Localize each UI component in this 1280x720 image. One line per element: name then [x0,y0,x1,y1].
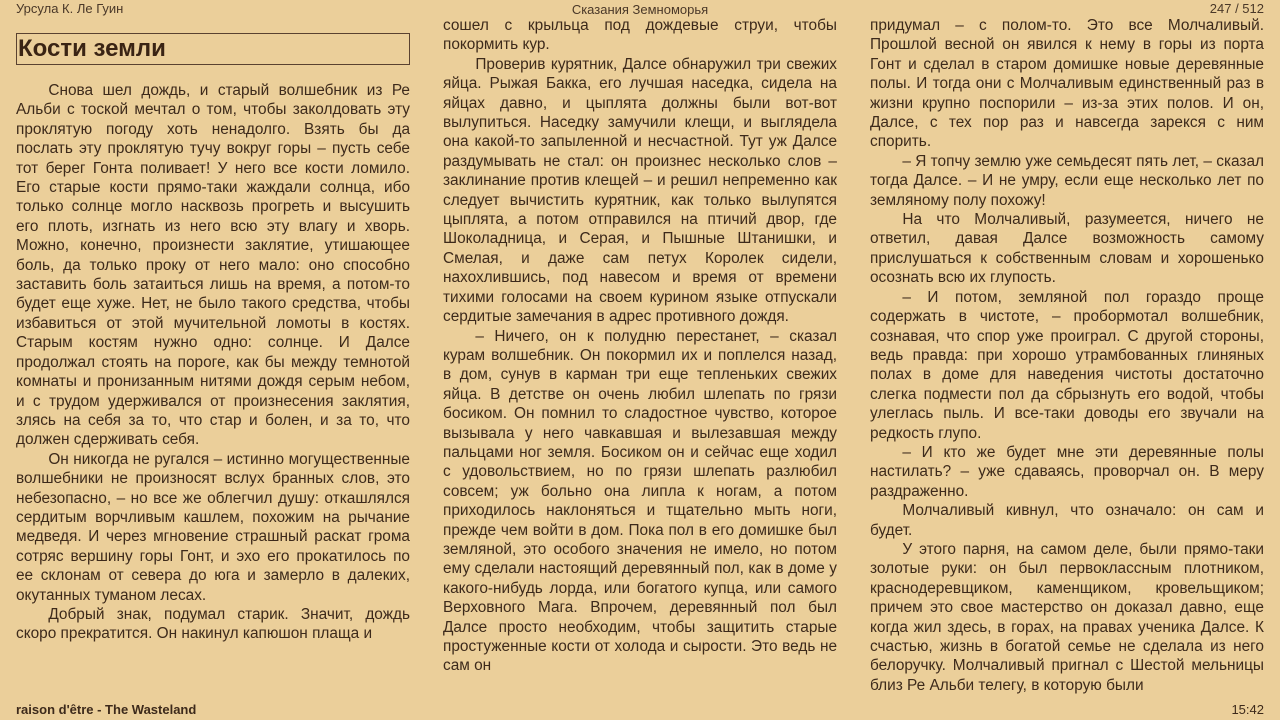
book-title: Сказания Земноморья [571,2,709,17]
paragraph: Добрый знак, подумал старик. Значит, дождь скоро прекратится. Он накинул капюшон плаща и [16,605,410,643]
paragraph: У этого парня, на самом деле, были прямо-таки золотые руки: он был первоклассным плотником, краснодеревщиком, каменщиком, кровельщиком; причем это свое мастерство он доказал давно, еще когда жил здесь, в горах, на правах ученика Далсе. К счастью, жизнь в богатой семье не сделала из него белоручку. Молчаливый пригнал с Шестой мельницы близ Ре Альби телегу, в которую были [870,540,1264,694]
paragraph: – Ничего, он к полудню перестанет, – сказал курам волшебник. Он покормил их и поплелся назад, в дом, сунув в карман три еще тепленьких свежих яйца. В детстве он очень любил шлепать по грязи босиком. Он помнил то сладостное чувство, которое вызывала у него чавкавшая и вылезавшая между пальцами ног земля. Босиком он и сейчас еще ходил с удовольствием, но по грязи шлепать разлюбил совсем; уж больно она липла к ногам, а потом приходилось наклоняться и тщательно мыть ноги, прежде чем войти в дом. Пока пол в его домишке был земляной, это особого значения не имело, но потом ему сделали настоящий деревянный пол, как в доме у какого-нибудь лорда, или богатого купца, или самого Верховного Мага. Впрочем, деревянный пол был Далсе просто необходим, чтобы защитить старые простуженные кости от холода и сырости. Это ведь не сам он [443,327,837,675]
book-author: Урсула К. Ле Гуин [16,1,124,16]
now-playing-track: raison d'être - The Wasteland [16,702,197,717]
paragraph: Снова шел дождь, и старый волшебник из Ре Альби с тоской мечтал о том, чтобы заколдовать эту проклятую погоду хоть ненадолго. Взять бы да послать эту проклятую тучу вокруг горы – пусть себе тот берег Гонта поливает! У него все кости ломило. Его старые кости прямо-таки жаждали солнца, ибо только солнце могло насквозь прогреть и высушить его плоть, изгнать из него всю эту влагу и хворь. Можно, конечно, произнести заклятие, утишающее боль, да только проку от него мало: оно способно заставить боль затаиться лишь на время, а потом-то будет еще хуже. Нет, не было такого средства, чтобы избавиться от этой мучительной ломоты в костях. Старым костям нужно одно: солнце. И Далсе продолжал стоять на пороге, как бы между темнотой комнаты и пронизанным нитями дождя серым небом, и с трудом удерживался от произнесения заклятия, злясь на себя за то, что стар и болен, и за то, что должен сдерживать себя. [16,82,410,449]
paragraph: – Я топчу землю уже семьдесят пять лет, – сказал тогда Далсе. – И не умру, если еще несколько лет по земляному полу похожу! [870,152,1264,209]
paragraph: Молчаливый кивнул, что означало: он сам и будет. [870,502,1264,539]
paragraph: Проверив курятник, Далсе обнаружил три свежих яйца. Рыжая Бакка, его лучшая наседка, сидела на яйцах давно, и цыплята должны были вот-вот вылупиться. Наседку замучили клещи, и выглядела она какой-то запыленной и несчастной. Тут уж Далсе раздумывать не стал: он произнес несколько слов – заклинание против клещей – и решил непременно как следует вычистить курятник, как только вылупятся цыплята, а потом отправился на птичий двор, где Шоколадница, и Серая, и Пышные Штанишки, и Смелая, и даже сам петух Королек сидели, нахохлившись, под навесом и время от времени тихими голосами на своем курином языке отпускали сердитые замечания в адрес противного дождя. [443,55,837,326]
paragraph: Он никогда не ругался – истинно могущественные волшебники не произносят вслух бранных слов, это небезопасно, – но все же облегчил душу: откашлялся сердитым ворчливым кашлем, похожим на рычание медведя. И через мгновение страшный раскат грома сотряс вершину горы Гонт, и эхо его прокатилось по ее склонам от севера до юга и замерло в далеких, окутанных туманом лесах. [16,450,410,604]
paragraph-continued: сошел с крыльца под дождевые струи, чтобы покормить кур. [443,17,837,54]
clock: 15:42 [1231,702,1264,717]
text-column-2[interactable] [443,16,837,676]
text-column-3[interactable] [870,16,1264,695]
paragraph: На что Молчаливый, разумеется, ничего не ответил, давая Далсе возможность самому прислушаться к собственным словам и хорошенько осознать всю их глупость. [870,211,1264,287]
text-column-1[interactable] [16,33,410,644]
paragraph-continued: придумал – с полом-то. Это все Молчаливый. Прошлой весной он явился к нему в горы из порта Гонт и сделал в старом домишке новые деревянные полы. И тогда они с Молчаливым единственный раз в жизни крупно поспорили – из-за этих полов. И он, Далсе, с тех пор раз и навсегда зарекся с ним спорить. [870,17,1264,151]
paragraph: – И кто же будет мне эти деревянные полы настилать? – уже сдаваясь, проворчал он. В меру раздраженно. [870,443,1264,500]
chapter-title: Кости земли [16,33,410,65]
page-indicator[interactable]: 247 / 512 [1209,1,1264,16]
paragraph: – И потом, земляной пол гораздо проще содержать в чистоте, – пробормотал волшебник, сознавая, что спор уже проиграл. С другой стороны, ведь правда: при хорошо утрамбованных глиняных полах в доме для наведения чистоты достаточно слегка подмести пол да сбрызнуть его водой, чтобы улеглась пыль. И все-таки доводы его звучали на редкость глупо. [870,288,1264,442]
